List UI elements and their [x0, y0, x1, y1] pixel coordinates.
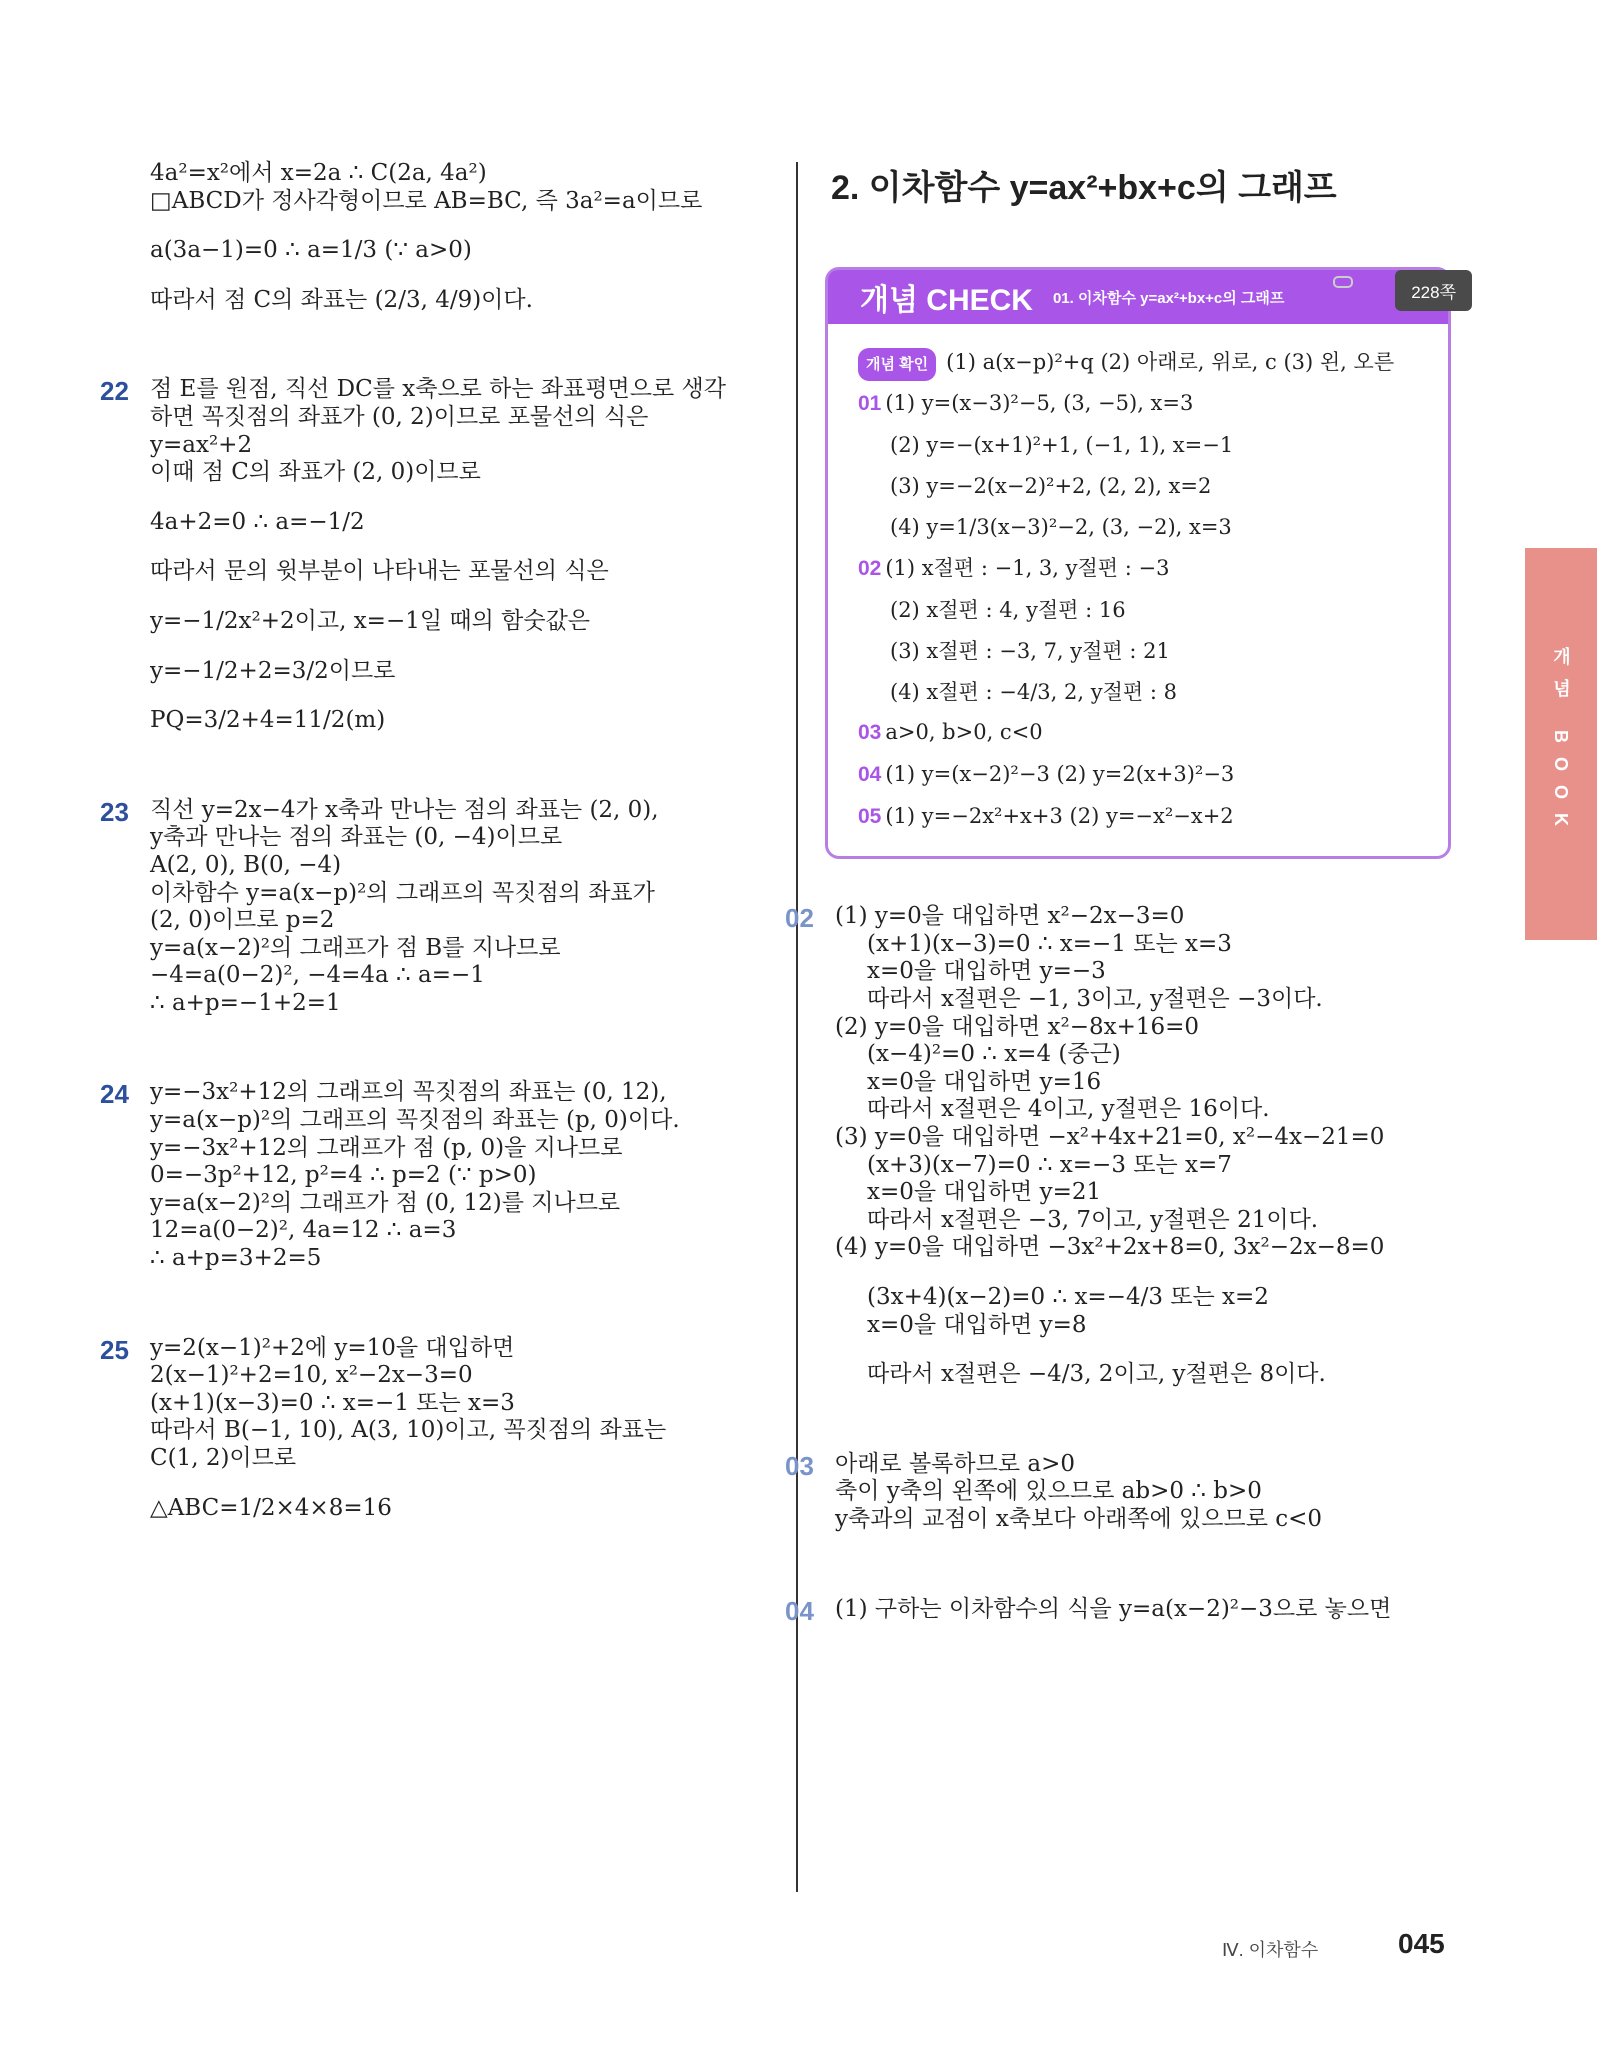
problem-number: 24: [100, 1079, 129, 1110]
left-column: [100, 160, 770, 1522]
text-line: (x−4)²=0 ∴ x=4 (중근): [867, 1041, 1121, 1068]
check-item-number: 02: [858, 556, 882, 580]
text-line: △ABC=1/2×4×8=16: [150, 1494, 392, 1521]
solution-04: [785, 1595, 1455, 1626]
check-item-text: a>0, b>0, c<0: [885, 720, 1043, 745]
text-line: y축과 만나는 점의 좌표는 (0, −4)이므로: [150, 824, 563, 851]
text-line: A(2, 0), B(0, −4): [150, 851, 342, 878]
text-line: (x+1)(x−3)=0 ∴ x=−1 또는 x=3: [150, 1389, 515, 1416]
problem-23: [100, 796, 770, 1018]
text-line: (1) y=0을 대입하면 x²−2x−3=0: [835, 903, 1185, 930]
concept-check-title: 개념 CHECK: [860, 284, 1033, 317]
text-line: 따라서 B(−1, 10), A(3, 10)이고, 꼭짓점의 좌표는: [150, 1417, 667, 1444]
text-line: y=−1/2x²+2이고, x=−1일 때의 함숫값은: [150, 607, 591, 634]
check-item-line: (2) y=−(x+1)²+1, (−1, 1), x=−1: [890, 432, 1234, 457]
text-line: a(3a−1)=0 ∴ a=1/3 (∵ a>0): [150, 237, 472, 264]
text-line: 점 E를 원점, 직선 DC를 x축으로 하는 좌표평면으로 생각: [150, 376, 726, 403]
check-item-number: 03: [858, 721, 882, 745]
text-line: 따라서 문의 윗부분이 나타내는 포물선의 식은: [150, 558, 609, 585]
problem-number: 04: [785, 1595, 814, 1626]
text-line: 12=a(0−2)², 4a=12 ∴ a=3: [150, 1217, 457, 1244]
text-line: 따라서 x절편은 −4/3, 2이고, y절편은 8이다.: [867, 1361, 1326, 1388]
text-line: □ABCD가 정사각형이므로 AB=BC, 즉 3a²=a이므로: [150, 187, 703, 214]
text-line: 4a²=x²에서 x=2a ∴ C(2a, 4a²): [150, 160, 487, 186]
check-item-number: 05: [858, 805, 882, 829]
text-line: (3) y=0을 대입하면 −x²+4x+21=0, x²−4x−21=0: [835, 1124, 1385, 1150]
problem-22: [100, 376, 770, 734]
concept-confirm-text: (1) a(x−p)²+q (2) 아래로, 위로, c (3) 왼, 오른: [946, 350, 1395, 374]
section-title: 2. 이차함수 y=ax²+bx+c의 그래프: [831, 169, 1337, 207]
check-item-line: (2) x절편 : 4, y절편 : 16: [890, 597, 1126, 622]
concept-confirm-badge: 개념 확인: [858, 348, 936, 381]
check-item-text: (1) y=(x−2)²−3 (2) y=2(x+3)²−3: [885, 762, 1235, 787]
text-line: y=−1/2+2=3/2이므로: [150, 657, 396, 684]
text-line: 하면 꼭짓점의 좌표가 (0, 2)이므로 포물선의 식은: [150, 403, 649, 430]
text-line: 아래로 볼록하므로 a>0: [835, 1450, 1075, 1477]
text-line: (2, 0)이므로 p=2: [150, 907, 335, 934]
check-item-number: 01: [858, 391, 882, 415]
text-line: 따라서 점 C의 좌표는 (2/3, 4/9)이다.: [150, 286, 533, 313]
side-tab-concept-book: 개념 BOOK: [1525, 548, 1597, 940]
text-line: 직선 y=2x−4가 x축과 만나는 점의 좌표는 (2, 0),: [150, 796, 659, 823]
text-line: x=0을 대입하면 y=−3: [867, 958, 1106, 985]
problem-number: 25: [100, 1334, 129, 1365]
text-line: 따라서 x절편은 −3, 7이고, y절편은 21이다.: [867, 1206, 1319, 1233]
concept-check-body: [828, 324, 1448, 856]
text-line: (2) y=0을 대입하면 x²−8x+16=0: [835, 1013, 1200, 1040]
clip-icon: [1333, 276, 1353, 288]
text-line: y=a(x−2)²의 그래프가 점 B를 지나므로: [150, 934, 561, 961]
check-item-line: (3) x절편 : −3, 7, y절편 : 21: [890, 638, 1170, 663]
text-line: ∴ a+p=−1+2=1: [150, 989, 341, 1016]
text-line: 따라서 x절편은 4이고, y절편은 16이다.: [867, 1096, 1270, 1123]
text-line: y=−3x²+12의 그래프가 점 (p, 0)을 지나므로: [150, 1134, 623, 1161]
check-item-text: (1) x절편 : −1, 3, y절편 : −3: [885, 555, 1170, 580]
solution-02: [785, 903, 1455, 1389]
problem-24: [100, 1079, 770, 1272]
text-line: y=2(x−1)²+2에 y=10을 대입하면: [150, 1334, 515, 1361]
problem-number: 22: [100, 376, 129, 407]
check-item-line: (4) x절편 : −4/3, 2, y절편 : 8: [890, 679, 1177, 704]
check-item-number: 04: [858, 763, 882, 787]
problem-number: 23: [100, 796, 129, 827]
text-line: 2(x−1)²+2=10, x²−2x−3=0: [150, 1362, 473, 1389]
check-item: [858, 796, 1426, 838]
text-line: (1) 구하는 이차함수의 식을 y=a(x−2)²−3으로 놓으면: [835, 1595, 1392, 1622]
text-line: x=0을 대입하면 y=8: [867, 1311, 1087, 1338]
check-item: [858, 548, 1426, 590]
text-line: y=a(x−2)²의 그래프가 점 (0, 12)를 지나므로: [150, 1189, 621, 1216]
text-line: y=−3x²+12의 그래프의 꼭짓점의 좌표는 (0, 12),: [150, 1079, 667, 1106]
text-line: 이때 점 C의 좌표가 (2, 0)이므로: [150, 459, 481, 486]
text-line: ∴ a+p=3+2=5: [150, 1245, 322, 1272]
solution-03: [785, 1450, 1455, 1534]
text-line: −4=a(0−2)², −4=4a ∴ a=−1: [150, 962, 485, 989]
problem-number: 03: [785, 1450, 814, 1481]
right-column: [785, 160, 1456, 1626]
text-line: y=a(x−p)²의 그래프의 꼭짓점의 좌표는 (p, 0)이다.: [150, 1107, 680, 1134]
intro-solution: [150, 160, 770, 314]
text-line: 축이 y축의 왼쪽에 있으므로 ab>0 ∴ b>0: [835, 1478, 1262, 1505]
text-line: 4a+2=0 ∴ a=−1/2: [150, 508, 365, 535]
text-line: 0=−3p²+12, p²=4 ∴ p=2 (∵ p>0): [150, 1162, 537, 1189]
text-line: y축과의 교점이 x축보다 아래쪽에 있으므로 c<0: [835, 1505, 1323, 1532]
text-line: 이차함수 y=a(x−p)²의 그래프의 꼭짓점의 좌표가: [150, 879, 655, 906]
concept-confirm-line: [858, 342, 1426, 383]
text-line: PQ=3/2+4=11/2(m): [150, 707, 386, 734]
check-item: [858, 383, 1426, 425]
footer-chapter: Ⅳ. 이차함수: [1222, 1940, 1319, 1960]
concept-check-subtitle: 01. 이차함수 y=ax²+bx+c의 그래프: [1052, 289, 1285, 307]
page-number: 045: [1398, 1928, 1445, 1959]
text-line: 따라서 x절편은 −1, 3이고, y절편은 −3이다.: [867, 986, 1323, 1013]
text-line: (3x+4)(x−2)=0 ∴ x=−4/3 또는 x=2: [867, 1283, 1269, 1310]
column-divider: [796, 162, 798, 1892]
text-line: (4) y=0을 대입하면 −3x²+2x+8=0, 3x²−2x−8=0: [835, 1234, 1385, 1261]
check-item-text: (1) y=(x−3)²−5, (3, −5), x=3: [885, 390, 1194, 415]
text-line: (x+3)(x−7)=0 ∴ x=−3 또는 x=7: [867, 1151, 1232, 1178]
check-item: [858, 754, 1426, 796]
check-item-text: (1) y=−2x²+x+3 (2) y=−x²−x+2: [885, 804, 1234, 829]
check-item-line: (4) y=1/3(x−3)²−2, (3, −2), x=3: [890, 514, 1232, 539]
problem-number: 02: [785, 903, 814, 934]
text-line: x=0을 대입하면 y=16: [867, 1068, 1102, 1095]
page-reference-badge: 228쪽: [1395, 270, 1472, 311]
text-line: y=ax²+2: [150, 431, 253, 458]
concept-check-box: [825, 267, 1456, 859]
check-item: [858, 712, 1426, 754]
check-item-line: (3) y=−2(x−2)²+2, (2, 2), x=2: [890, 473, 1212, 498]
text-line: x=0을 대입하면 y=21: [867, 1179, 1102, 1206]
concept-check-header: [828, 270, 1456, 324]
text-line: C(1, 2)이므로: [150, 1445, 297, 1471]
problem-25: [100, 1334, 770, 1523]
text-line: (x+1)(x−3)=0 ∴ x=−1 또는 x=3: [867, 930, 1232, 957]
